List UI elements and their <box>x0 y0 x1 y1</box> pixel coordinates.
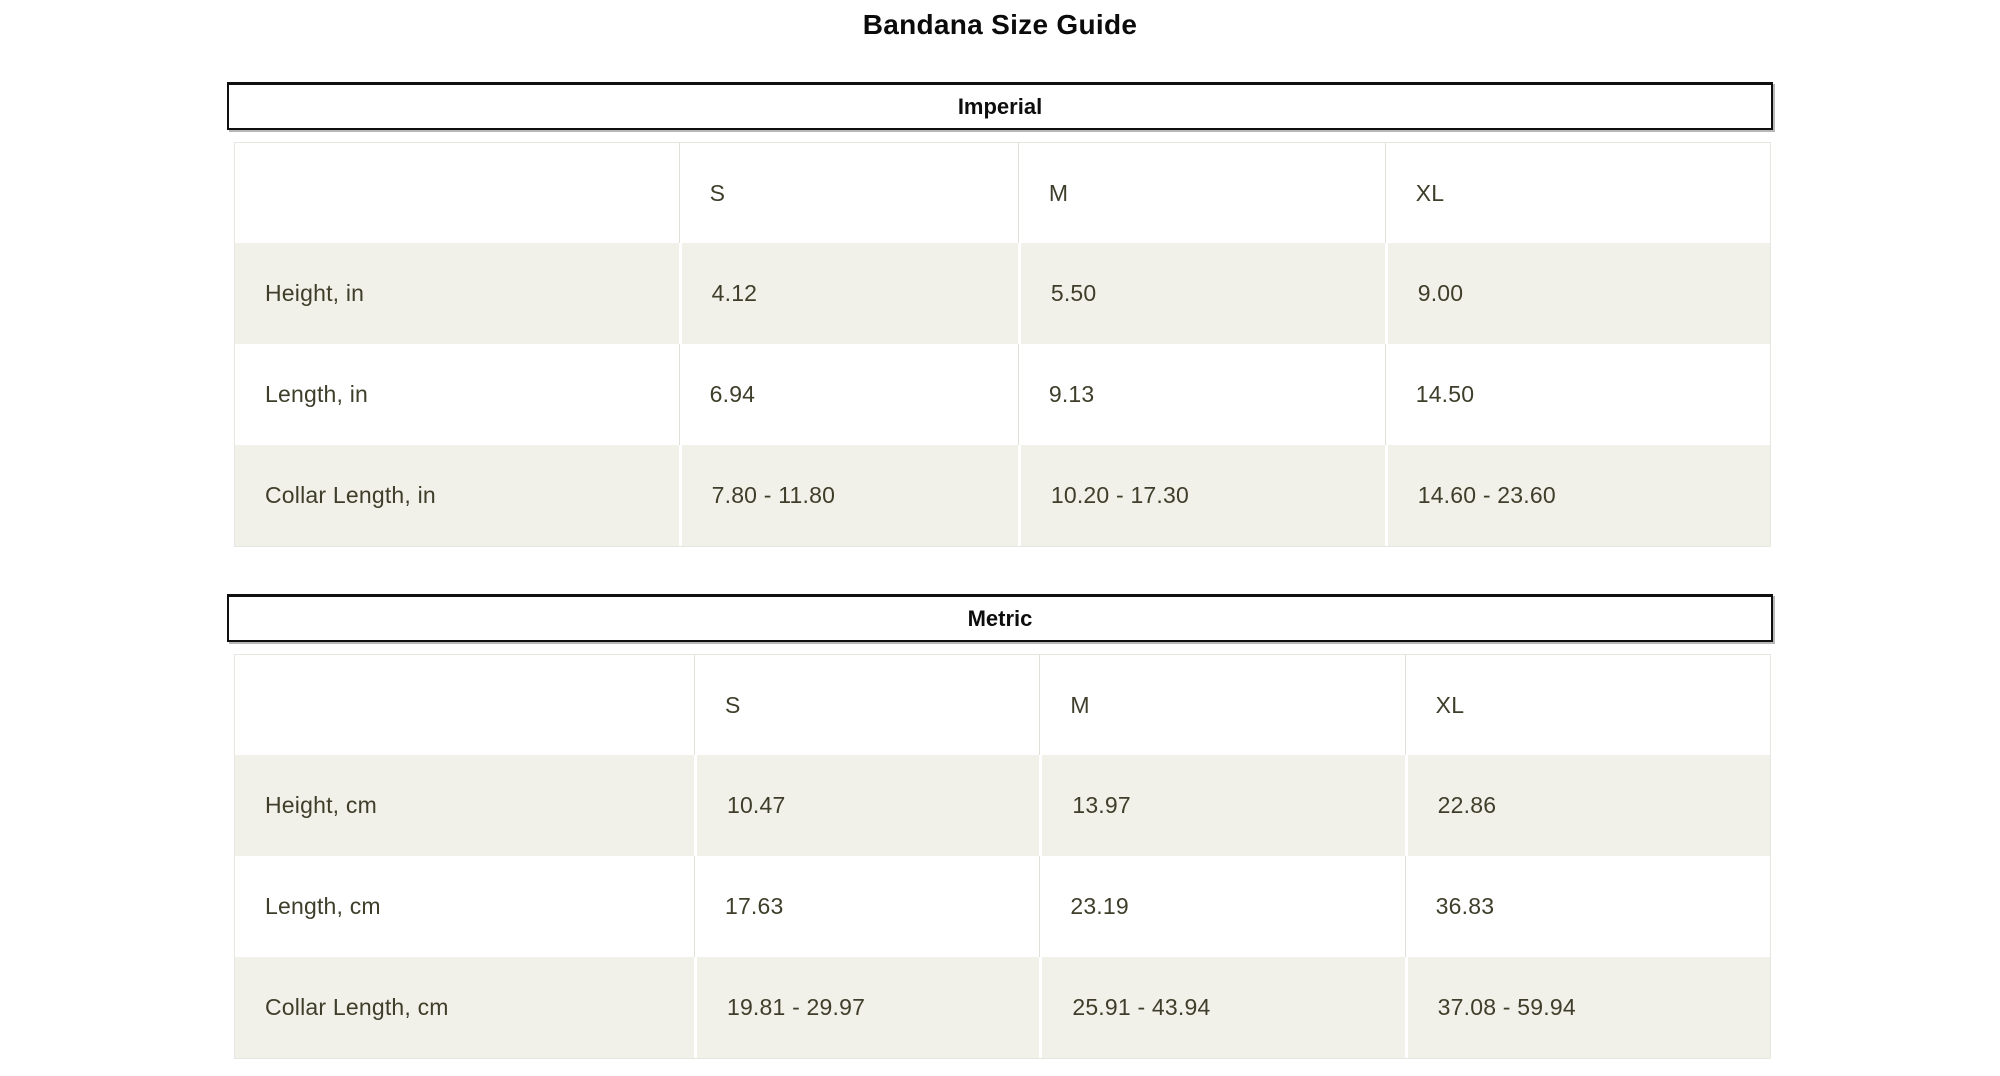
corner-cell <box>235 655 694 755</box>
column-header-m: M <box>1018 143 1385 243</box>
imperial-section-title: Imperial <box>957 94 1043 119</box>
row-label: Length, in <box>265 381 369 407</box>
table-row-height-in <box>235 243 1770 344</box>
size-value: 13.97 <box>1039 755 1404 856</box>
imperial-header-row <box>235 143 1770 243</box>
corner-cell <box>235 143 679 243</box>
imperial-table <box>234 142 1771 547</box>
size-value: 5.50 <box>1018 243 1385 344</box>
size-value: 25.91 - 43.94 <box>1039 957 1404 1058</box>
table-row-height-cm <box>235 755 1770 856</box>
row-label: Collar Length, in <box>235 445 679 546</box>
table-row-collar-length-cm <box>235 957 1770 1058</box>
column-header-s: S <box>694 655 1039 755</box>
size-value: 9.00 <box>1385 243 1770 344</box>
table-row-length-cm <box>235 856 1770 957</box>
size-value: 23.19 <box>1039 856 1404 957</box>
size-value: 10.20 - 17.30 <box>1018 445 1385 546</box>
column-header-xl: XL <box>1385 143 1770 243</box>
column-header-xl: XL <box>1405 655 1770 755</box>
size-value: 17.63 <box>694 856 1039 957</box>
metric-section <box>227 594 1773 1059</box>
size-value: 7.80 - 11.80 <box>679 445 1018 546</box>
size-value: 36.83 <box>1405 856 1770 957</box>
table-row-collar-length-in <box>235 445 1770 546</box>
row-label: Collar Length, cm <box>235 957 694 1058</box>
row-label: Length, cm <box>265 893 381 919</box>
metric-section-header <box>227 594 1773 642</box>
size-value: 22.86 <box>1405 755 1770 856</box>
row-label: Height, in <box>235 243 679 344</box>
column-header-m: M <box>1039 655 1404 755</box>
metric-table <box>234 654 1771 1059</box>
size-value: 19.81 - 29.97 <box>694 957 1039 1058</box>
metric-section-title: Metric <box>967 606 1033 631</box>
size-value: 37.08 - 59.94 <box>1405 957 1770 1058</box>
size-value: 4.12 <box>679 243 1018 344</box>
table-row-length-in <box>235 344 1770 445</box>
size-value: 6.94 <box>679 344 1018 445</box>
size-guide-page <box>227 10 1773 1059</box>
imperial-section-header <box>227 82 1773 130</box>
page-title: Bandana Size Guide <box>862 9 1138 40</box>
metric-header-row <box>235 655 1770 755</box>
size-value: 10.47 <box>694 755 1039 856</box>
size-value: 14.50 <box>1385 344 1770 445</box>
imperial-section <box>227 82 1773 547</box>
column-header-s: S <box>679 143 1018 243</box>
size-value: 9.13 <box>1018 344 1385 445</box>
size-value: 14.60 - 23.60 <box>1385 445 1770 546</box>
row-label: Height, cm <box>235 755 694 856</box>
